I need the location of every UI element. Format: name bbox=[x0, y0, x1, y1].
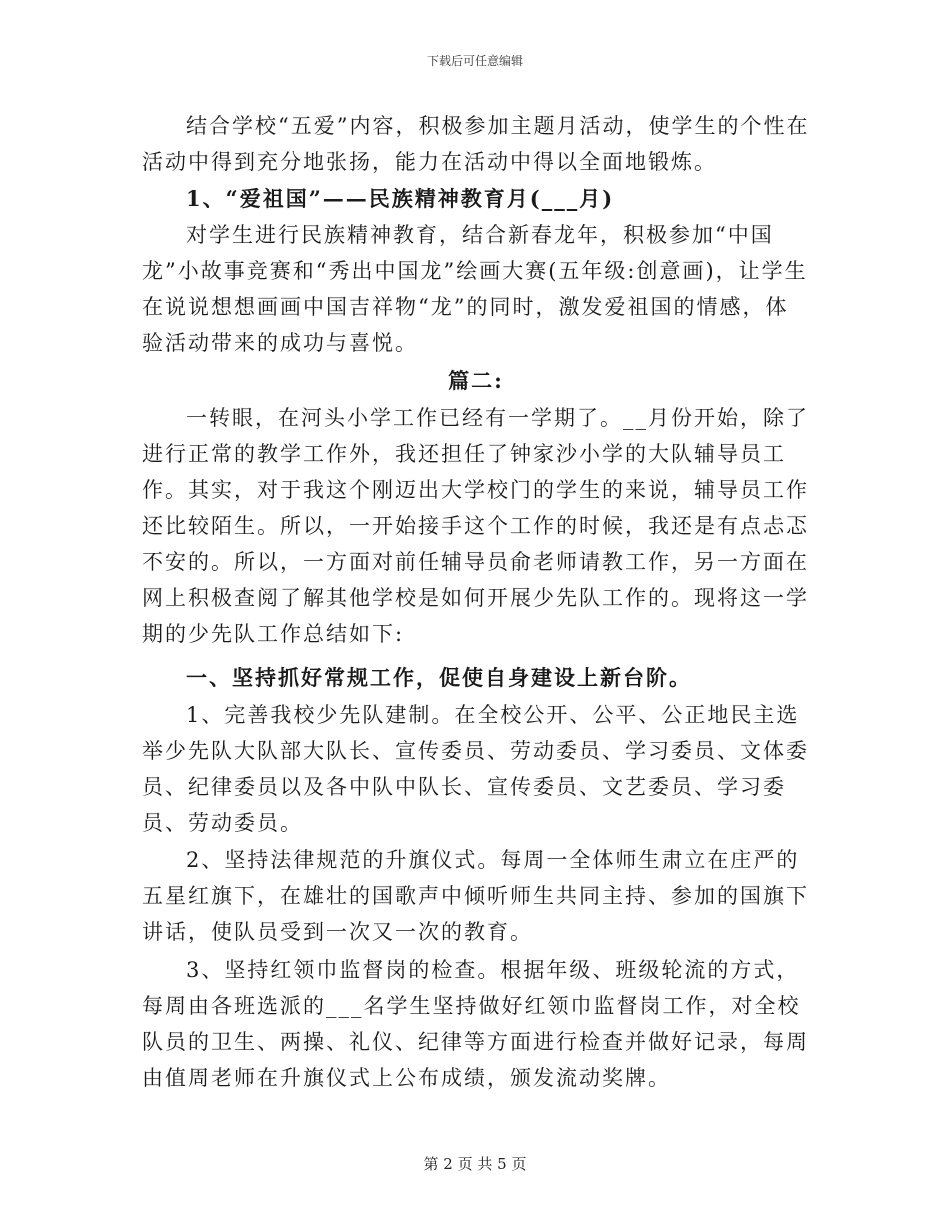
page-footer: 第 2 页 共 5 页 bbox=[423, 1155, 527, 1173]
patriotism-paragraph: 对学生进行民族精神教育，结合新春龙年，积极参加“中国龙”小故事竞赛和“秀出中国龙”绘画大赛(五年级:创意画)，让学生在说说想想画画中国吉祥物“龙”的同时，激发爱祖国的情感，体验活动带来的成功与喜悦。 bbox=[142, 223, 808, 355]
chapter-title: 篇二: bbox=[448, 368, 504, 393]
section-heading-patriotism: 1、“爱祖国”——民族精神教育月(___月) bbox=[186, 186, 615, 211]
intro-paragraph: 结合学校“五爱”内容，积极参加主题月活动，使学生的个性在活动中得到充分地张扬，能力在活动中得以全面地锻炼。 bbox=[142, 114, 810, 174]
page-header: 下载后可任意编辑 bbox=[426, 54, 523, 68]
item-3-paragraph: 3、坚持红领巾监督岗的检查。根据年级、班级轮流的方式，每周由各班选派的___名学生坚持做好红领巾监督岗工作，对全校队员的卫生、两操、礼仪、纪律等方面进行检查并做好记录，每周由值周老师在升旗仪式上公布成绩，颁发流动奖牌。 bbox=[142, 958, 809, 1090]
item-2-paragraph: 2、坚持法律规范的升旗仪式。每周一全体师生肃立在庄严的五星红旗下，在雄壮的国歌声中倾听师生共同主持、参加的国旗下讲话，使队员受到一次又一次的教育。 bbox=[142, 848, 809, 944]
opening-paragraph: 一转眼，在河头小学工作已经有一学期了。__月份开始，除了进行正常的教学工作外，我还担任了钟家沙小学的大队辅导员工作。其实，对于我这个刚迈出大学校门的学生的来说，辅导员工作还比较陌生。所以，一开始接手这个工作的时候，我还是有点忐忑不安的。所以，一方面对前任辅导员俞老师请教工作，另一方面在网上积极查阅了解其他学校是如何开展少先队工作的。现将这一学期的少先队工作总结如下: bbox=[142, 406, 809, 646]
item-1-paragraph: 1、完善我校少先队建制。在全校公开、公平、公正地民主选举少先队大队部大队长、宣传委员、劳动委员、学习委员、文体委员、纪律委员以及各中队中队长、宣传委员、文艺委员、学习委员、劳动委员。 bbox=[142, 703, 809, 835]
section-heading-routine: 一、坚持抓好常规工作，促使自身建设上新台阶。 bbox=[186, 665, 692, 690]
